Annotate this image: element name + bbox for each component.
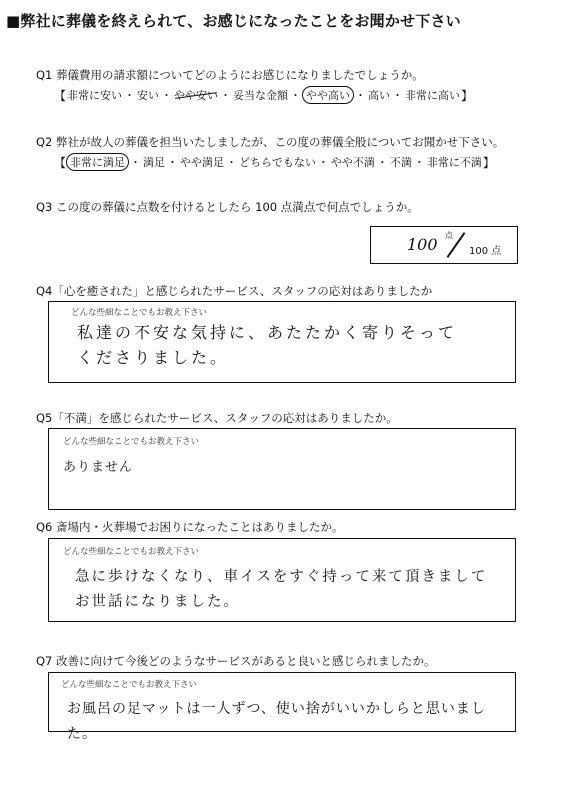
q3-score-unit: 点: [445, 231, 453, 240]
q1-option[interactable]: 妥当な金額: [233, 89, 289, 102]
q2-option[interactable]: やや不満: [330, 156, 375, 169]
q2-option-separator: ・: [317, 156, 329, 169]
q2-option[interactable]: 非常に不満: [426, 156, 482, 169]
q1-option[interactable]: 非常に安い: [67, 89, 123, 102]
q2-option[interactable]: 非常に満足: [66, 153, 129, 171]
q1-option-separator: ・: [392, 89, 404, 102]
q2-option-separator: ・: [226, 156, 238, 169]
q4-question: Q4「心を癒された」と感じられたサービス、スタッフの応対はありましたか: [36, 284, 433, 298]
q6-answer-box[interactable]: [48, 538, 516, 622]
q2-options: [54, 153, 495, 171]
q1-option[interactable]: 高い: [368, 89, 391, 102]
q2-option-separator: ・: [413, 156, 425, 169]
q2-open-bracket: 【: [54, 155, 67, 170]
q5-answer: ありません: [63, 460, 134, 475]
q1-option-separator: ・: [220, 89, 232, 102]
q1-option[interactable]: やや高い: [302, 86, 354, 104]
q1-options: [54, 86, 473, 104]
q3-score-max: 100 点: [469, 246, 502, 257]
q7-answer: お風呂の足マットは一人ずつ、使い捨がいいかしらと思いました。: [67, 701, 486, 742]
q2-option-separator: ・: [130, 156, 142, 169]
page-title: ■弊社に葬儀を終えられて、お感じになったことをお聞かせ下さい: [6, 12, 461, 30]
q6-answer: 急に歩けなくなり、車イスをすぐ持って来て頂きまして お世話になりました。: [75, 569, 488, 610]
q3-score-box[interactable]: [370, 226, 518, 264]
q7-hint: どんな些細なことでもお教え下さい: [61, 680, 198, 690]
q2-option-separator: ・: [167, 156, 179, 169]
q7-answer-box[interactable]: [48, 672, 516, 742]
q2-option-separator: ・: [376, 156, 388, 169]
q4-hint: どんな些細なことでもお教え下さい: [71, 308, 208, 318]
q2-question: Q2 弊社が故人の葬儀を担当いたしましたが、この度の葬儀全般についてお聞かせ下さい。: [36, 135, 505, 149]
q2-option[interactable]: 満足: [143, 156, 166, 169]
q4-answer: 私達の不安な気持に、あたたかく寄りそって くださりました。: [77, 323, 458, 367]
q1-question: Q1 葬儀費用の請求額についてどのようにお感じになりましたでしょうか。: [36, 68, 424, 82]
q5-question: Q5「不満」を感じられたサービス、スタッフの応対はありましたか。: [36, 411, 398, 425]
q1-option-separator: ・: [124, 89, 136, 102]
q2-option[interactable]: 不満: [389, 156, 412, 169]
q1-option[interactable]: 安い: [137, 89, 160, 102]
q4-answer-box[interactable]: [48, 301, 516, 383]
q6-question: Q6 斎場内・火葬場でお困りになったことはありましたか。: [36, 520, 344, 534]
q1-open-bracket: 【: [54, 88, 67, 103]
q1-option-separator: ・: [161, 89, 173, 102]
q1-option-separator: ・: [290, 89, 302, 102]
q5-hint: どんな些細なことでもお教え下さい: [63, 437, 200, 447]
q2-option[interactable]: どちらでもない: [239, 156, 316, 169]
q2-close-bracket: 】: [482, 155, 495, 170]
q3-question: Q3 この度の葬儀に点数を付けるとしたら 100 点満点で何点でしょうか。: [36, 200, 419, 214]
q1-option-separator: ・: [355, 89, 367, 102]
q2-option[interactable]: やや満足: [180, 156, 225, 169]
q1-option[interactable]: 非常に高い: [405, 89, 461, 102]
q7-question: Q7 改善に向けて今後どのようなサービスがあると良いと感じられましたか。: [36, 654, 436, 668]
q5-answer-box[interactable]: [48, 428, 516, 510]
q3-score-value: 100: [407, 235, 438, 254]
q1-close-bracket: 】: [461, 88, 474, 103]
q6-hint: どんな些細なことでもお教え下さい: [63, 547, 200, 557]
q1-option[interactable]: やや安い: [174, 89, 219, 102]
